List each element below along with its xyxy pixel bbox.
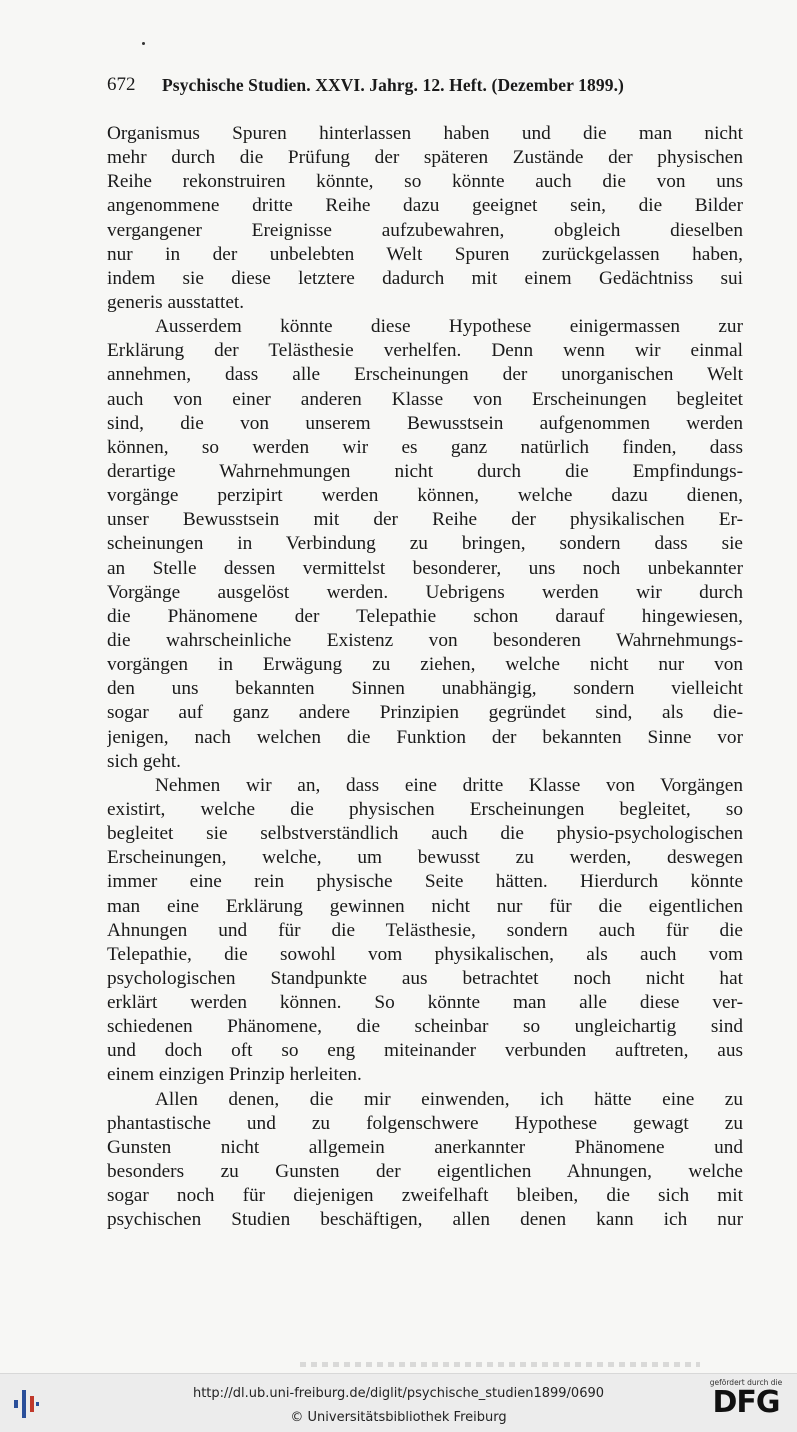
text-line: sind, die von unserem Bewusstsein aufgenommen werden <box>107 412 743 434</box>
text-line: sogar auf ganz andere Prinzipien gegründet sind, als die- <box>107 702 743 724</box>
running-title: Psychische Studien. XXVI. Jahrg. 12. Heft. (Dezember 1899.) <box>162 75 624 95</box>
running-header <box>107 74 743 102</box>
text-line: einem einzigen Prinzip herleiten. <box>107 1064 362 1086</box>
text-line: angenommene dritte Reihe dazu geeignet sein, die Bilder <box>107 195 743 217</box>
text-line: Erscheinungen, welche, um bewusst zu werden, deswegen <box>107 847 743 869</box>
text-line: Ahnungen und für die Telästhesie, sondern auch für die <box>107 919 743 941</box>
text-line: annehmen, dass alle Erscheinungen der unorganischen Welt <box>107 364 743 386</box>
text-line: Telepathie, die sowohl vom physikalischen, als auch vom <box>107 943 743 965</box>
viewer-footer <box>0 1373 797 1432</box>
text-line: den uns bekannten Sinnen unabhängig, sondern vielleicht <box>107 678 743 700</box>
text-line: existirt, welche die physischen Erscheinungen begleitet, so <box>107 798 743 820</box>
page-number: 672 <box>107 74 136 95</box>
text-line: Gunsten nicht allgemein anerkannter Phänomene und <box>107 1136 743 1158</box>
source-url[interactable]: http://dl.ub.uni-freiburg.de/diglit/psychische_studien1899/0690 <box>192 1386 605 1401</box>
text-line: phantastische und zu folgenschwere Hypothese gewagt zu <box>107 1112 743 1134</box>
text-line: sogar noch für diejenigen zweifelhaft bleiben, die sich mit <box>107 1185 743 1207</box>
text-line: man eine Erklärung gewinnen nicht nur für die eigentlichen <box>107 895 743 917</box>
text-line: scheinungen in Verbindung zu bringen, sondern dass sie <box>107 533 743 555</box>
text-line: Nehmen wir an, dass eine dritte Klasse von Vorgängen <box>155 774 743 796</box>
copyright-notice: © Universitätsbibliothek Freiburg <box>290 1410 507 1425</box>
text-line: Reihe rekonstruiren könnte, so könnte auch die von uns <box>107 171 743 193</box>
text-line: schiedenen Phänomene, die scheinbar so ungleichartig sind <box>107 1016 743 1038</box>
body-text <box>107 122 743 1232</box>
text-line: Ausserdem könnte diese Hypothese einigermassen zur <box>155 316 743 338</box>
text-line: indem sie diese letztere dadurch mit einem Gedächtniss sui <box>107 267 743 289</box>
text-line: immer eine rein physische Seite hätten. Hierdurch könnte <box>107 871 743 893</box>
text-line: Erklärung der Telästhesie verhelfen. Denn wenn wir einmal <box>107 340 743 362</box>
text-line: Organismus Spuren hinterlassen haben und die man nicht <box>107 123 743 144</box>
text-line: erklärt werden können. So könnte man alle diese ver- <box>107 992 743 1014</box>
text-line: Allen denen, die mir einwenden, ich hätte eine zu <box>155 1088 743 1110</box>
text-line: unser Bewusstsein mit der Reihe der physikalischen Er- <box>107 509 743 531</box>
text-line: begleitet sie selbstverständlich auch die physio-psychologischen <box>107 823 743 845</box>
text-line: derartige Wahrnehmungen nicht durch die Empfindungs- <box>107 460 743 482</box>
text-line: und doch oft so eng miteinander verbunden auftreten, aus <box>107 1040 743 1062</box>
text-line: vergangener Ereignisse aufzubewahren, obgleich dieselben <box>107 219 743 241</box>
dfg-logo <box>700 1378 792 1430</box>
text-line: psychischen Studien beschäftigen, allen denen kann ich nur <box>107 1209 743 1231</box>
text-line: an Stelle dessen vermittelst besonderer, uns noch unbekannter <box>107 557 743 579</box>
text-line: Vorgänge ausgelöst werden. Uebrigens werden wir durch <box>107 581 743 603</box>
text-line: auch von einer anderen Klasse von Erscheinungen begleitet <box>107 388 743 410</box>
text-line: sich geht. <box>107 750 181 772</box>
text-line: generis ausstattet. <box>107 291 245 313</box>
text-line: vorgängen in Erwägung zu ziehen, welche nicht nur von <box>107 654 743 676</box>
dfg-wordmark: DFG <box>712 1385 780 1420</box>
scan-speck <box>142 42 145 45</box>
dfg-tagline: gefördert durch die <box>709 1378 783 1387</box>
text-line: besonders zu Gunsten der eigentlichen Ahnungen, welche <box>107 1161 743 1183</box>
text-line: vorgänge perzipirt werden können, welche dazu dienen, <box>107 485 743 507</box>
text-line: die wahrscheinliche Existenz von besonderen Wahrnehmungs- <box>107 629 743 651</box>
text-line: können, so werden wir es ganz natürlich finden, dass <box>107 436 743 458</box>
text-line: jenigen, nach welchen die Funktion der bekannten Sinne vor <box>107 726 743 748</box>
text-line: nur in der unbelebten Welt Spuren zurückgelassen haben, <box>107 243 743 265</box>
text-line: psychologischen Standpunkte aus betrachtet noch nicht hat <box>107 967 743 989</box>
bleed-through-smudge <box>300 1362 700 1367</box>
text-line: die Phänomene der Telepathie schon darauf hingewiesen, <box>107 605 743 627</box>
text-line: mehr durch die Prüfung der späteren Zustände der physischen <box>107 147 743 169</box>
